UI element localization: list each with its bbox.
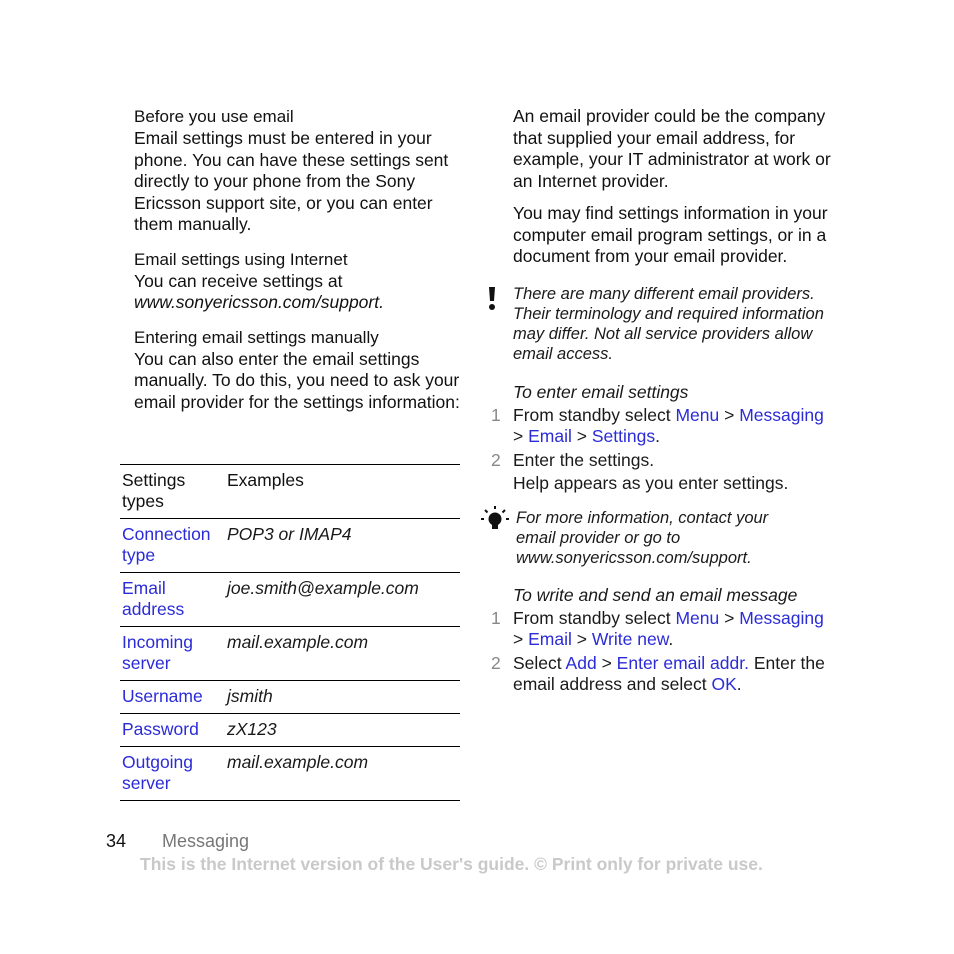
setting-type-link[interactable]: Connection type [122,524,211,565]
ok-link[interactable]: OK [711,673,737,694]
warning-note-text: There are many different email providers. Their terminology and required information may differ. Not all service providers allow email access. [513,284,824,363]
step-number: 1 [491,404,501,425]
period: . [655,425,660,446]
setting-type-link[interactable]: Password [122,719,199,739]
separator: > [576,425,587,446]
receive-settings-text: You can receive settings at [134,270,343,291]
setting-type-link[interactable]: Incoming server [122,632,194,673]
step-text: From standby select [513,607,671,628]
header-settings-types: Settings types [122,470,186,511]
step-number: 1 [491,607,501,628]
procedure-title-enter-settings: To enter email settings [513,381,689,402]
paragraph-email-provider: An email provider could be the company that supplied your email address, for example, your IT administrator at work or an Internet provider. [513,106,831,191]
period: . [736,673,742,694]
paragraph-receive-settings [134,271,464,314]
paragraph-settings-information: You may find settings information in your computer email program settings, or in a document from your email provider. [513,203,828,266]
separator: > [724,404,735,425]
table-row [120,681,460,714]
right-column [491,106,853,695]
setting-example: jsmith [227,686,273,706]
step-1 [491,607,853,650]
step-text: Select [513,652,562,673]
tip-note-block [513,508,853,568]
heading-email-settings-internet: Email settings using Internet [134,249,348,269]
paragraph-email-settings-intro: Email settings must be entered in your phone. You can have these settings sent directly to your phone from the Sony Ericsson support site, or you can enter them manually. [134,128,449,234]
step-subtext: Help appears as you enter settings. [513,472,789,493]
table-row [120,519,460,573]
setting-type-link[interactable]: Outgoing server [122,752,194,793]
internet-version-notice: This is the Internet version of the User's guide. © Print only for private use. [140,854,763,874]
setting-type-link[interactable]: Email address [122,578,185,619]
separator: > [513,628,524,649]
setting-example: mail.example.com [227,632,369,652]
messaging-link[interactable]: Messaging [739,404,824,425]
separator: > [513,425,524,446]
warning-note-block [513,284,853,364]
header-examples: Examples [227,470,304,490]
table-header-row [120,465,460,519]
setting-type-link[interactable]: Username [122,686,203,706]
step-number: 2 [491,652,501,673]
step-2 [491,449,853,494]
separator: > [724,607,735,628]
setting-example: zX123 [227,719,277,739]
step-number: 2 [491,449,501,470]
step-text: From standby select [513,404,671,425]
write-new-link[interactable]: Write new [591,628,669,649]
left-column [134,106,464,413]
step-1 [491,404,853,447]
heading-entering-manually: Entering email settings manually [134,327,379,347]
setting-example: joe.smith@example.com [227,578,419,598]
table-row [120,714,460,747]
period: . [668,628,674,649]
menu-link[interactable]: Menu [675,404,720,425]
heading-before-you-use-email: Before you use email [134,107,294,126]
menu-link[interactable]: Menu [675,607,720,628]
exclamation-icon [486,286,498,317]
email-link[interactable]: Email [528,628,572,649]
settings-link[interactable]: Settings [591,425,656,446]
messaging-link[interactable]: Messaging [739,607,824,628]
enter-email-addr-link[interactable]: Enter email addr. [616,652,749,673]
paragraph-enter-manually: You can also enter the email settings manually. To do this, you need to ask your email provider for the settings information: [134,348,460,412]
step-2 [491,652,853,695]
setting-example: mail.example.com [227,752,369,772]
table-row [120,747,460,801]
lightbulb-icon [480,505,510,540]
settings-table [120,464,460,801]
support-url: www.sonyericsson.com/support. [134,292,384,312]
table-row [120,627,460,681]
email-link[interactable]: Email [528,425,572,446]
setting-example: POP3 or IMAP4 [227,524,352,544]
step-text-continued: Enter the email address and select [513,652,825,694]
separator: > [601,652,612,673]
separator: > [576,628,587,649]
tip-note-text: For more information, contact your email provider or go to www.sonyericsson.com/support. [516,508,769,567]
table-row [120,573,460,627]
section-name: Messaging [162,831,250,851]
add-link[interactable]: Add [565,652,597,673]
step-text: Enter the settings. [513,449,655,470]
procedure-title-write-send: To write and send an email message [513,584,798,605]
page-number: 34 [106,831,127,851]
